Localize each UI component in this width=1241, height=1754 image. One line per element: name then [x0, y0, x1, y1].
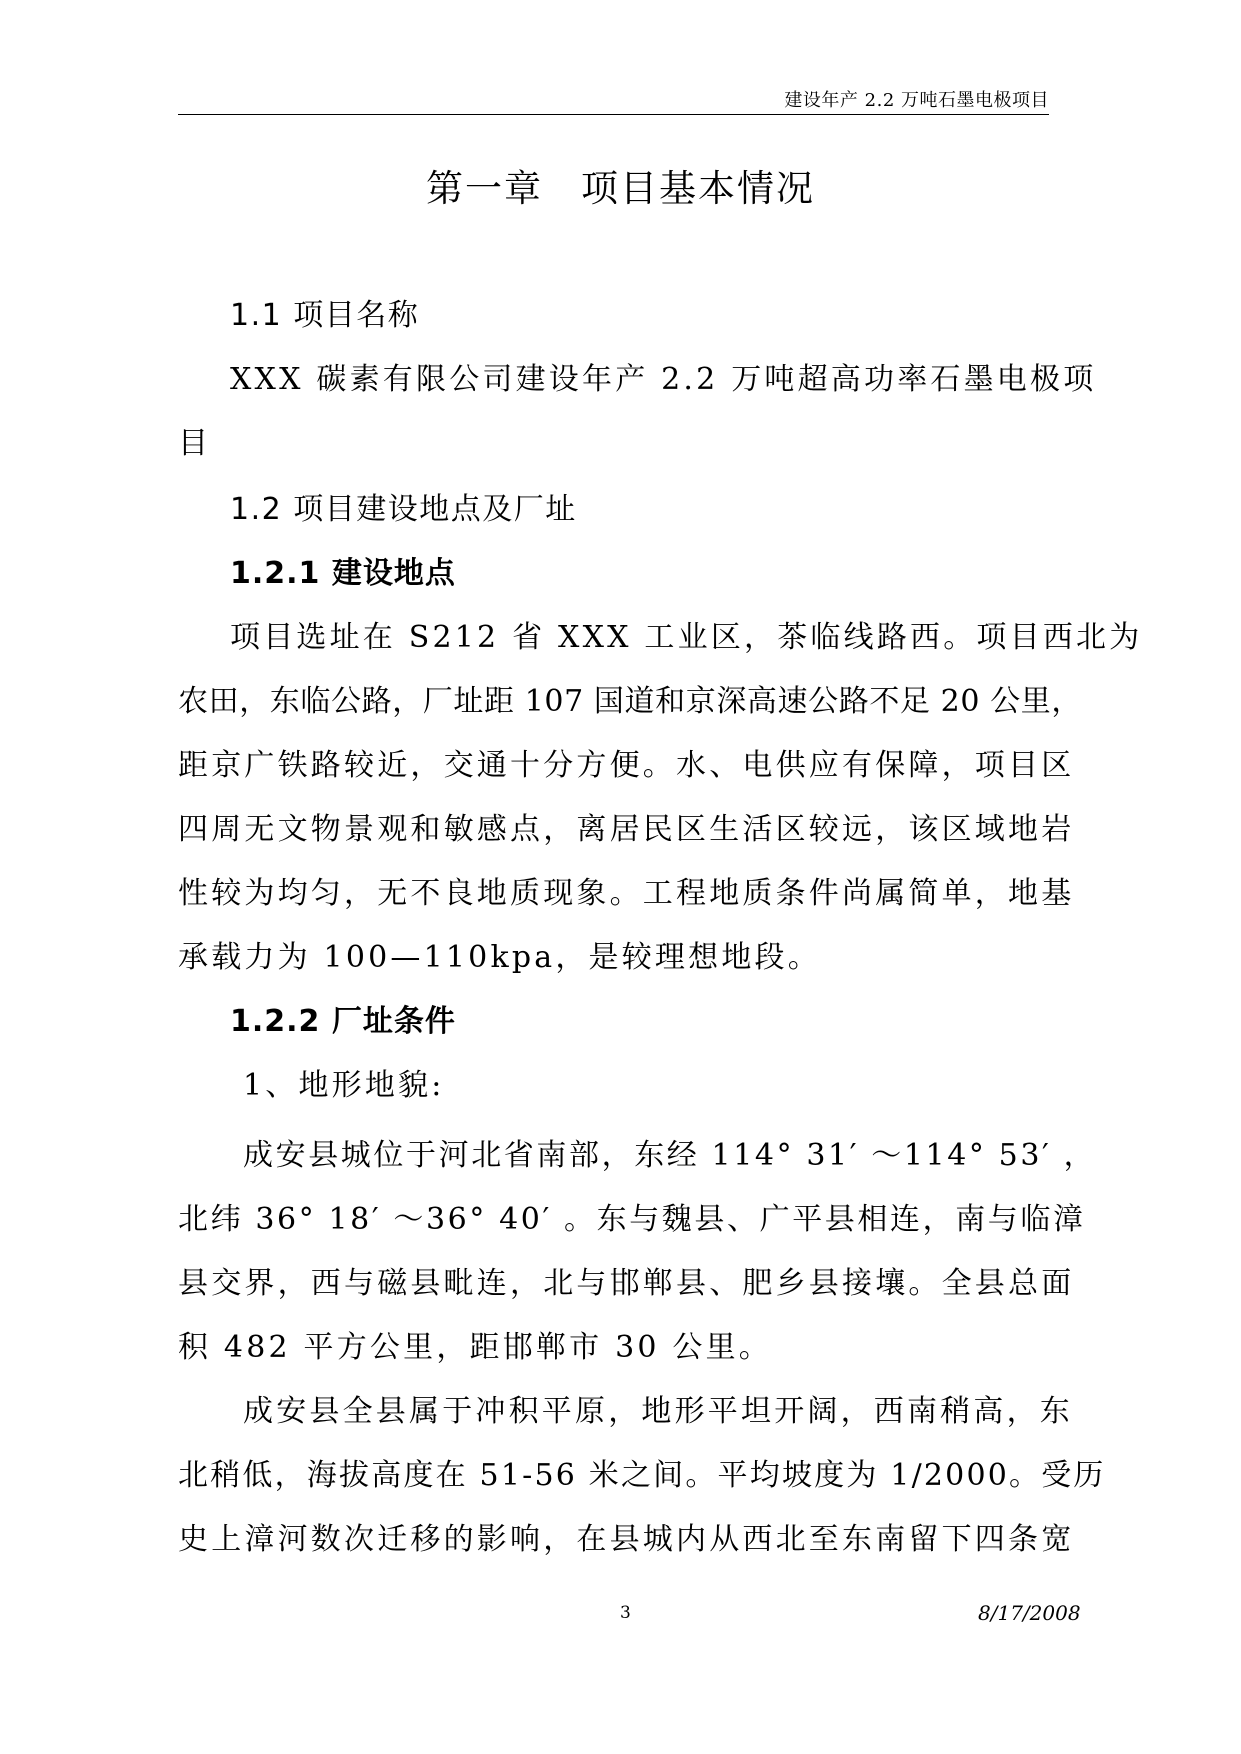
paragraph-line: 史上漳河数次迁移的影响，在县城内从西北至东南留下四条宽: [178, 1522, 1075, 1557]
chapter-name: 项目基本情况: [581, 167, 815, 210]
paragraph-line: 农田，东临公路，厂址距 107 国道和京深高速公路不足 20 公里，: [178, 684, 1082, 719]
paragraph-line: 距京广铁路较近，交通十分方便。水、电供应有保障，项目区: [178, 748, 1075, 783]
page-number: 3: [620, 1603, 631, 1623]
paragraph-line: 成安县城位于河北省南部，东经 114° 31′ ～114° 53′ ，: [243, 1138, 1097, 1173]
paragraph-line: 积 482 平方公里，距邯郸市 30 公里。: [178, 1330, 772, 1365]
chapter-number: 第一章: [426, 167, 543, 210]
section-heading-1-1: 1.1 项目名称: [230, 298, 420, 333]
paragraph-line: 县交界，西与磁县毗连，北与邯郸县、肥乡县接壤。全县总面: [178, 1266, 1075, 1301]
section-heading-1-2-2: 1.2.2 厂址条件: [230, 1004, 456, 1039]
paragraph-line: 承载力为 100—110kpa，是较理想地段。: [178, 940, 821, 975]
header-title: 建设年产 2.2 万吨石墨电极项目: [784, 90, 1049, 111]
chapter-title: [0, 158, 1241, 212]
paragraph-line: 项目选址在 S212 省 XXX 工业区，茶临线路西。项目西北为: [230, 620, 1143, 655]
paragraph-line: 北纬 36° 18′ ～36° 40′ 。东与魏县、广平县相连，南与临漳: [178, 1202, 1086, 1237]
paragraph-line: 四周无文物景观和敏感点，离居民区生活区较远，该区域地岩: [178, 812, 1075, 847]
paragraph-line: 北稍低，海拔高度在 51-56 米之间。平均坡度为 1/2000。受历: [178, 1458, 1106, 1493]
paragraph-line: 性较为均匀，无不良地质现象。工程地质条件尚属简单，地基: [178, 876, 1075, 911]
paragraph-line: 目: [178, 426, 212, 461]
footer-date: 8/17/2008: [978, 1601, 1081, 1625]
paragraph-line: 成安县全县属于冲积平原，地形平坦开阔，西南稍高，东: [243, 1394, 1073, 1429]
list-item: 1、地形地貌:: [243, 1068, 445, 1103]
section-heading-1-2: 1.2 项目建设地点及厂址: [230, 492, 577, 527]
section-heading-1-2-1: 1.2.1 建设地点: [230, 556, 456, 591]
page-header: [178, 84, 1049, 115]
paragraph-line: XXX 碳素有限公司建设年产 2.2 万吨超高功率石墨电极项: [230, 362, 1097, 397]
